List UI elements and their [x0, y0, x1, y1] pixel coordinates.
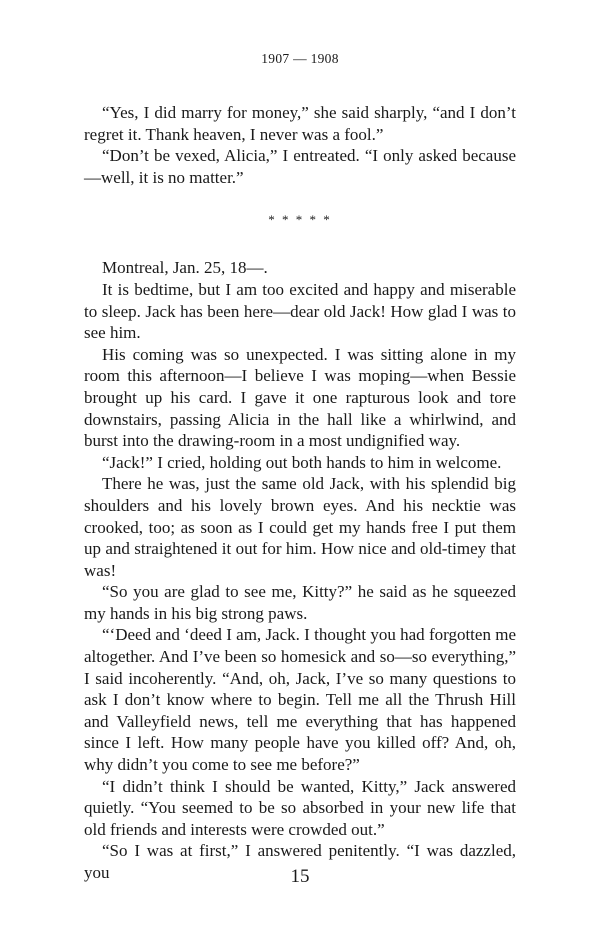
paragraph: There he was, just the same old Jack, with his splendid big shoulders and his lovely brown eyes. And his necktie was crooked, too; as soon as I could get my hands free I put them up and straightened it out for him. How nice and old-timey that was! [84, 474, 516, 580]
paragraph: “Yes, I did marry for money,” she said sharply, “and I don’t regret it. Thank heaven, I never was a fool.” [84, 103, 516, 144]
paragraph: “I didn’t think I should be wanted, Kitty,” Jack answered quietly. “You seemed to be so absorbed in your new life that old friends and interests were crowded out.” [84, 776, 516, 839]
paragraph-dateline: Montreal, Jan. 25, 18—. [102, 258, 268, 278]
paragraph: “Jack!” I cried, holding out both hands to him in welcome. [102, 452, 502, 472]
paragraph: “So I was at first,” I answered penitently. “I was dazzled, you [84, 841, 516, 882]
section-break: * * * * * [268, 212, 332, 228]
body-text [84, 102, 516, 884]
page-number: 15 [290, 866, 310, 887]
paragraph: “Don’t be vexed, Alicia,” I entreated. “I only asked because—well, it is no matter.” [84, 146, 516, 187]
running-head: 1907 — 1908 [261, 51, 339, 66]
paragraph: It is bedtime, but I am too excited and happy and miserable to sleep. Jack has been here—dear old Jack! How glad I was to see him. [84, 279, 516, 343]
paragraph: His coming was so unexpected. I was sitting alone in my room this afternoon—I believe I was moping—when Bessie brought up his card. I gave it one rapturous look and tore downstairs, passing Alicia in the hall like a whirlwind, and burst into the drawing-room in a most undignified way. [84, 344, 516, 451]
paragraph: “‘Deed and ‘deed I am, Jack. I thought you had forgotten me altogether. And I’ve been so homesick and so—so everything,” I said incoherently. “And, oh, Jack, I’ve so many questions to ask I don’t know where to begin. Tell me all the Thrush Hill and Valleyfield news, tell me everything that has happened since I left. How many people have you killed off? And, oh, why didn’t you come to see me before?” [84, 625, 516, 775]
paragraph: “So you are glad to see me, Kitty?” he said as he squeezed my hands in his big strong paws. [84, 582, 516, 623]
